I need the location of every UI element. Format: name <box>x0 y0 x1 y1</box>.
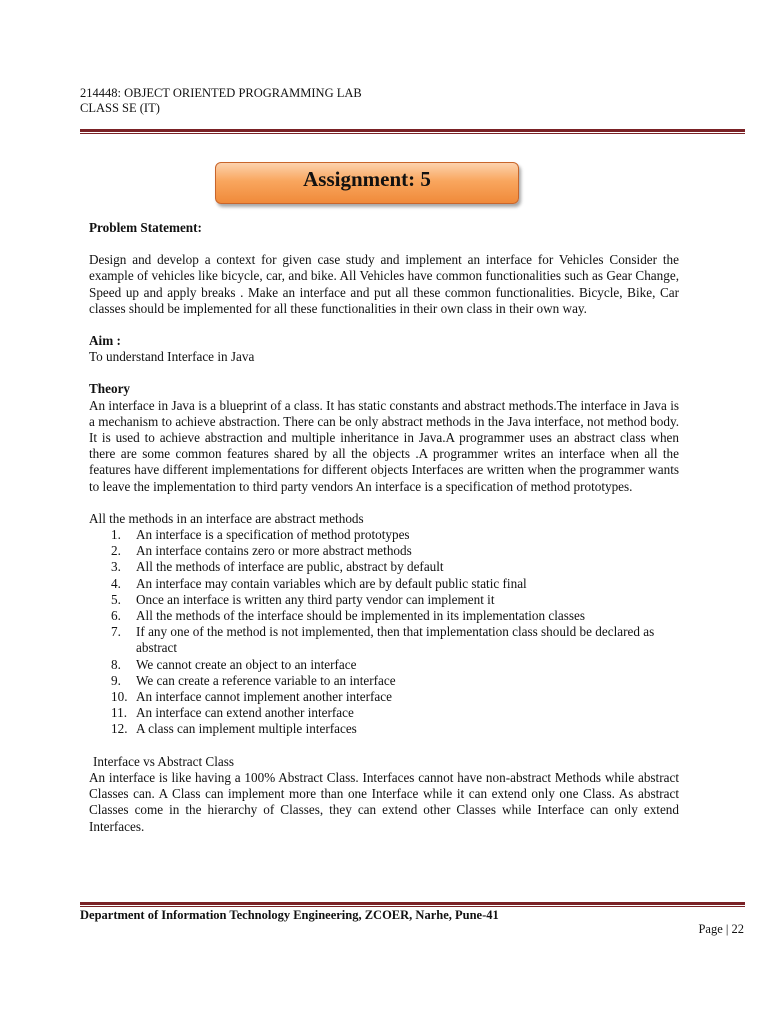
page-number: Page | 22 <box>698 922 744 936</box>
list-item: 7. If any one of the method is not implemented, then that implementation class should be declared as abstract <box>111 624 655 656</box>
header-divider <box>80 129 745 134</box>
course-title: 214448: OBJECT ORIENTED PROGRAMMING LAB <box>80 86 362 100</box>
assignment-title-box <box>215 162 519 204</box>
comparison-text: An interface is like having a 100% Abstract Class. Interfaces cannot have non-abstract Methods while abstract Classes can. A Class can implement more than one Interface while it can extend only one Class. As abstract Classes come in the hierarchy of Classes, they can extend other Classes while Interface can only extend Interfaces. <box>89 769 679 834</box>
footer-department: Department of Information Technology Engineering, ZCOER, Narhe, Pune-41 <box>80 908 499 922</box>
list-item: 12. A class can implement multiple interfaces <box>111 721 357 737</box>
list-item: 1. An interface is a specification of method prototypes <box>111 527 410 543</box>
aim-text: To understand Interface in Java <box>89 349 255 365</box>
list-item: 11. An interface can extend another interface <box>111 705 354 721</box>
main-content <box>89 220 679 835</box>
methods-list <box>89 527 679 738</box>
list-item: 2. An interface contains zero or more abstract methods <box>111 543 412 559</box>
aim-heading: Aim : <box>89 333 121 349</box>
list-item: 9. We can create a reference variable to an interface <box>111 672 396 688</box>
list-item: 5. Once an interface is written any third party vendor can implement it <box>111 591 495 607</box>
list-item: 4. An interface may contain variables which are by default public static final <box>111 575 527 591</box>
class-label: CLASS SE (IT) <box>80 101 160 115</box>
list-item: 8. We cannot create an object to an interface <box>111 656 357 672</box>
problem-statement-heading: Problem Statement: <box>89 220 202 235</box>
page-header <box>80 86 362 116</box>
problem-statement-text: Design and develop a context for given case study and implement an interface for Vehicles Consider the example of vehicles like bicycle, car, and bike. All Vehicles have common functionalities such as Gear Change, Speed up and apply breaks . Make an interface and put all these common functionalities. Bicycle, Bike, Car classes should be implemented for all these functionalities in their own class in their own way. <box>89 252 679 316</box>
assignment-title: Assignment: 5 <box>303 167 431 191</box>
methods-intro: All the methods in an interface are abstract methods <box>89 510 364 526</box>
list-item: 6. All the methods of the interface should be implemented in its implementation classes <box>111 608 585 624</box>
theory-text: An interface in Java is a blueprint of a class. It has static constants and abstract methods.The interface in Java is a mechanism to achieve abstraction. There can be only abstract methods in the Java interface, not method body. It is used to achieve abstraction and multiple inheritance in Java.A programmer uses an abstract class when there are some common features shared by all the objects .A programmer writes an interface when all the features have different implementations for different objects Interfaces are written when the programmer wants to leave the implementation to third party vendors An interface is a specification of method prototypes. <box>89 397 679 494</box>
list-item: 10. An interface cannot implement another interface <box>111 689 392 705</box>
comparison-heading: Interface vs Abstract Class <box>93 753 234 769</box>
footer-divider <box>80 902 745 907</box>
theory-heading: Theory <box>89 381 131 397</box>
list-item: 3. All the methods of interface are public, abstract by default <box>111 559 444 575</box>
